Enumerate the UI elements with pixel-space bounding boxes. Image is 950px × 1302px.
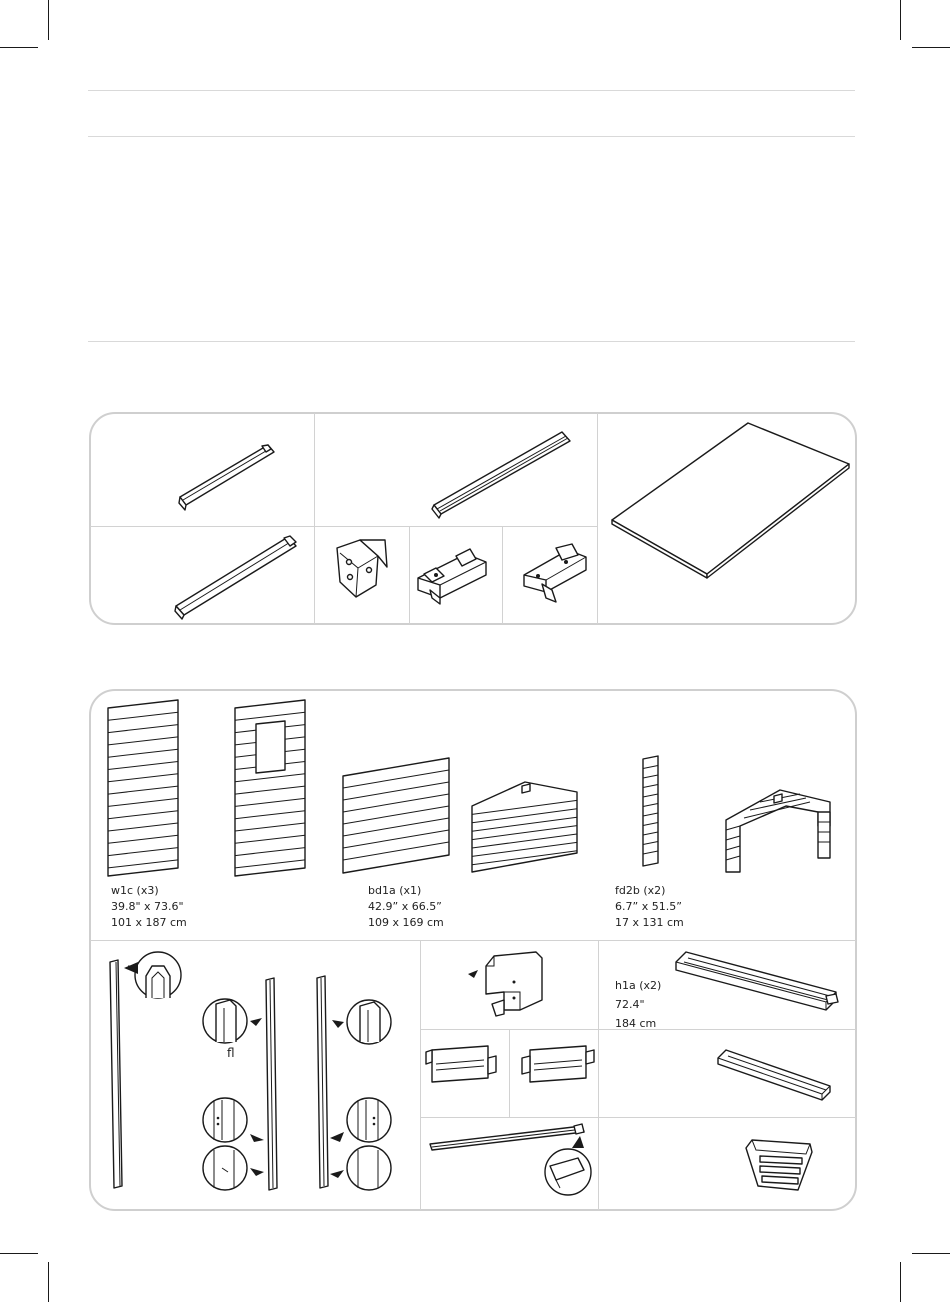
part-size-metric: 17 x 131 cm (615, 916, 684, 929)
part-size-imperial: 6.7” x 51.5” (615, 900, 682, 913)
part-size-imperial: 39.8" x 73.6" (111, 900, 184, 913)
part-size-imperial: 72.4" (615, 998, 645, 1011)
part-code: h1a (x2) (615, 979, 662, 992)
part-size-metric: 184 cm (615, 1017, 657, 1030)
part-code: bd1a (x1) (368, 884, 422, 897)
fl-label: fl (227, 1046, 235, 1060)
part-code: fd2b (x2) (615, 884, 666, 897)
part-size-metric: 101 x 187 cm (111, 916, 187, 929)
part-size-metric: 109 x 169 cm (368, 916, 444, 929)
part-size-imperial: 42.9” x 66.5” (368, 900, 442, 913)
part-code: w1c (x3) (111, 884, 159, 897)
